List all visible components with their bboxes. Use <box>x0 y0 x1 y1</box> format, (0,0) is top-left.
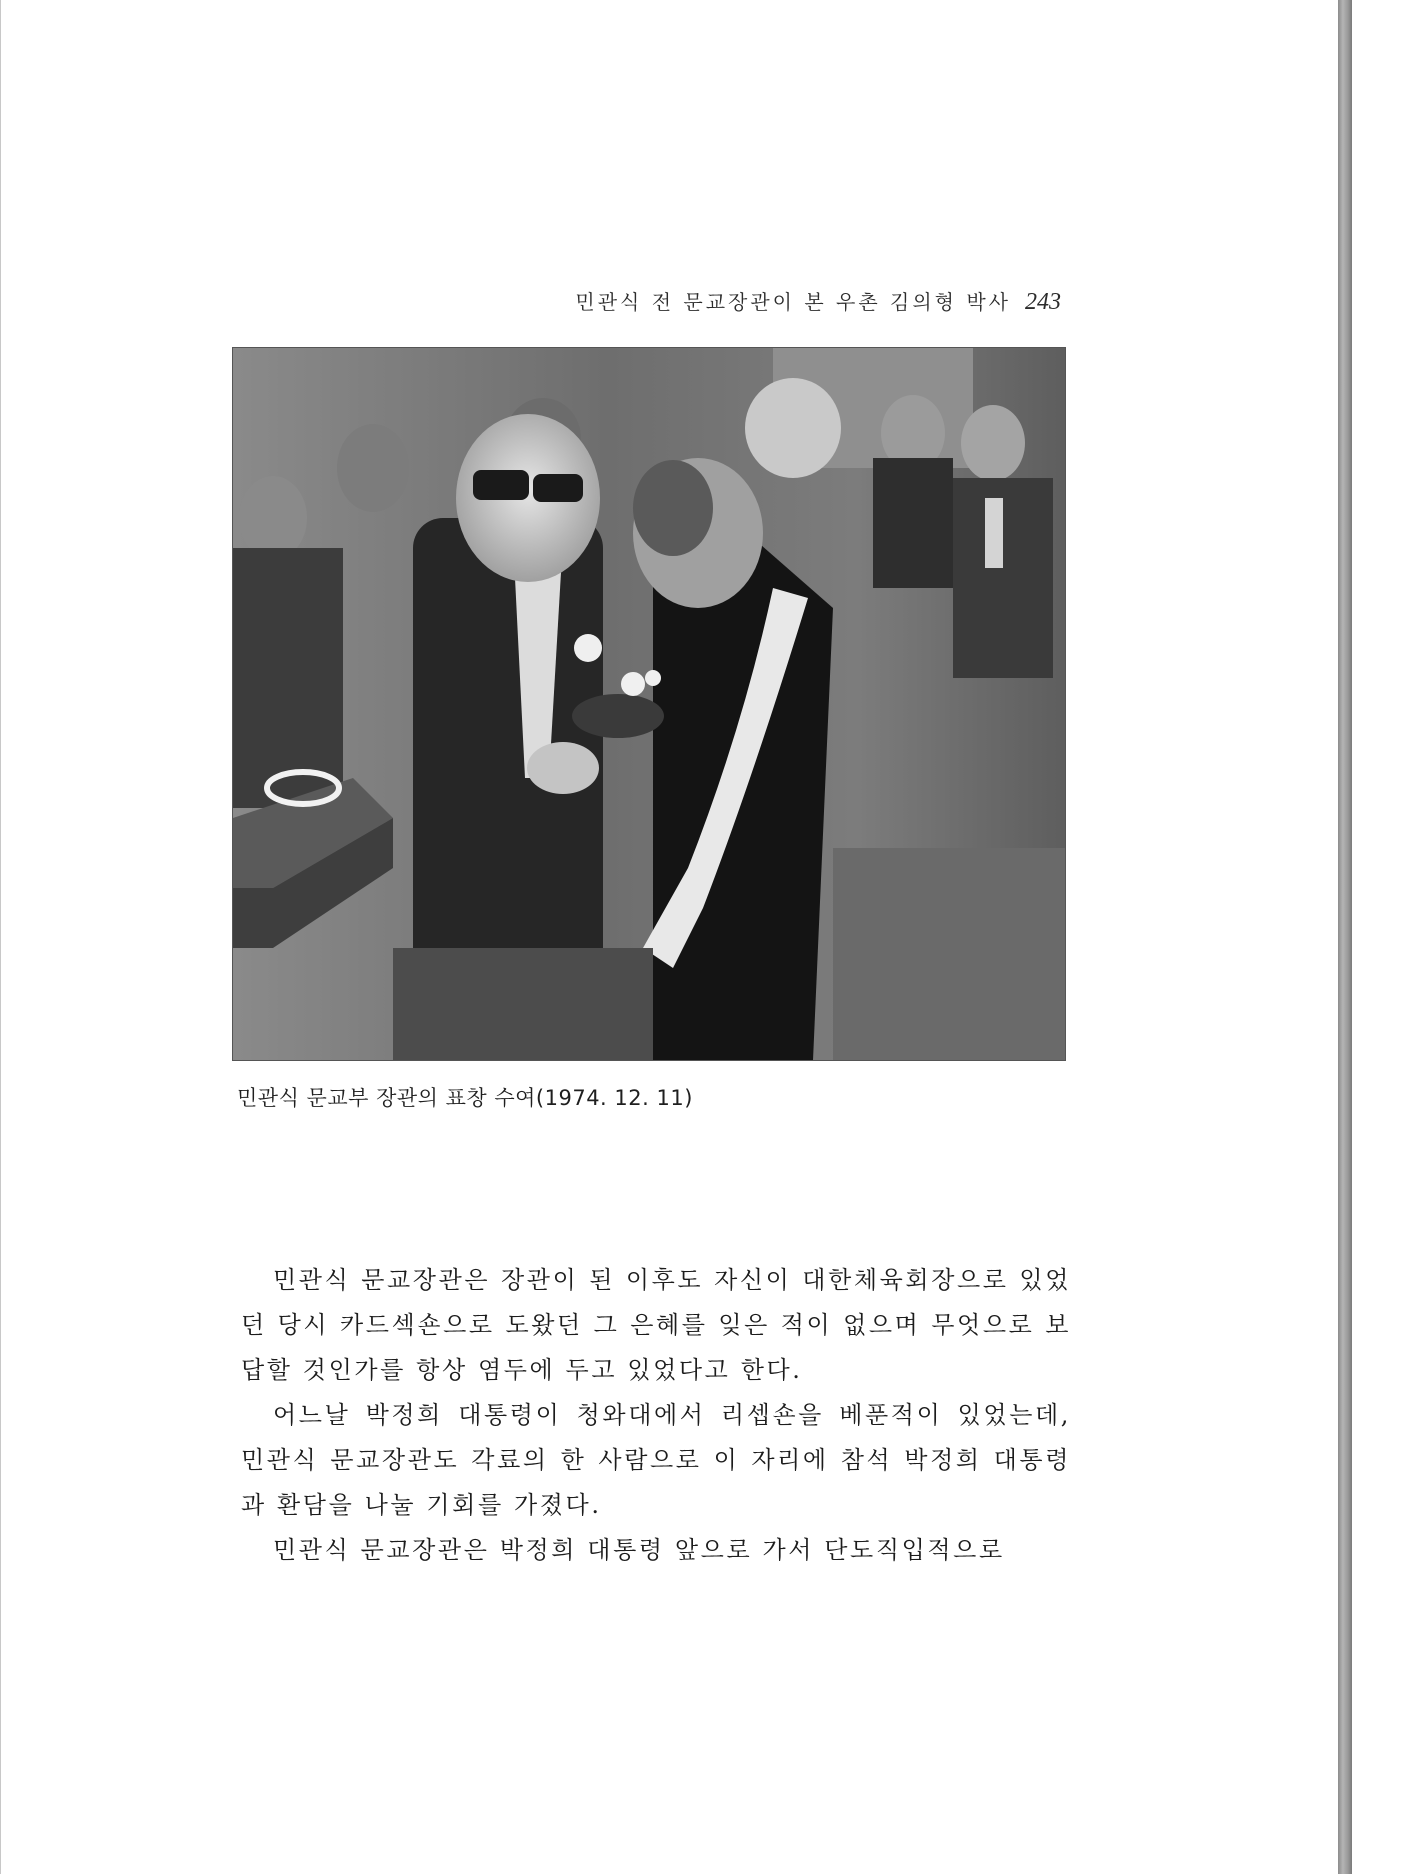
running-head-title: 민관식 전 문교장관이 본 우촌 김의형 박사 <box>575 290 1011 314</box>
paragraph: 어느날 박정희 대통령이 청와대에서 리셉숀을 베푼적이 있었는데, 민관식 문교장관도 각료의 한 사람으로 이 자리에 참석 박정희 대통령과 환담을 나눌 기회를 가졌다. <box>241 1401 1071 1519</box>
paragraph: 민관식 문교장관은 박정희 대통령 앞으로 가서 단도직입적으로 <box>273 1536 1005 1564</box>
body-text <box>241 1258 1071 1573</box>
running-head <box>541 286 1061 320</box>
page-number: 243 <box>1025 289 1061 315</box>
margin-blank <box>1352 0 1412 1874</box>
photograph <box>233 348 1065 1060</box>
paragraph: 민관식 문교장관은 장관이 된 이후도 자신이 대한체육회장으로 있었던 당시 카드섹숀으로 도왔던 그 은혜를 잊은 적이 없으며 무엇으로 보답할 것인가를 항상 염두에 두고 있었다고 한다. <box>241 1266 1071 1384</box>
figure-caption: 민관식 문교부 장관의 표창 수여(1974. 12. 11) <box>237 1086 693 1110</box>
page-edge <box>1338 0 1352 1874</box>
